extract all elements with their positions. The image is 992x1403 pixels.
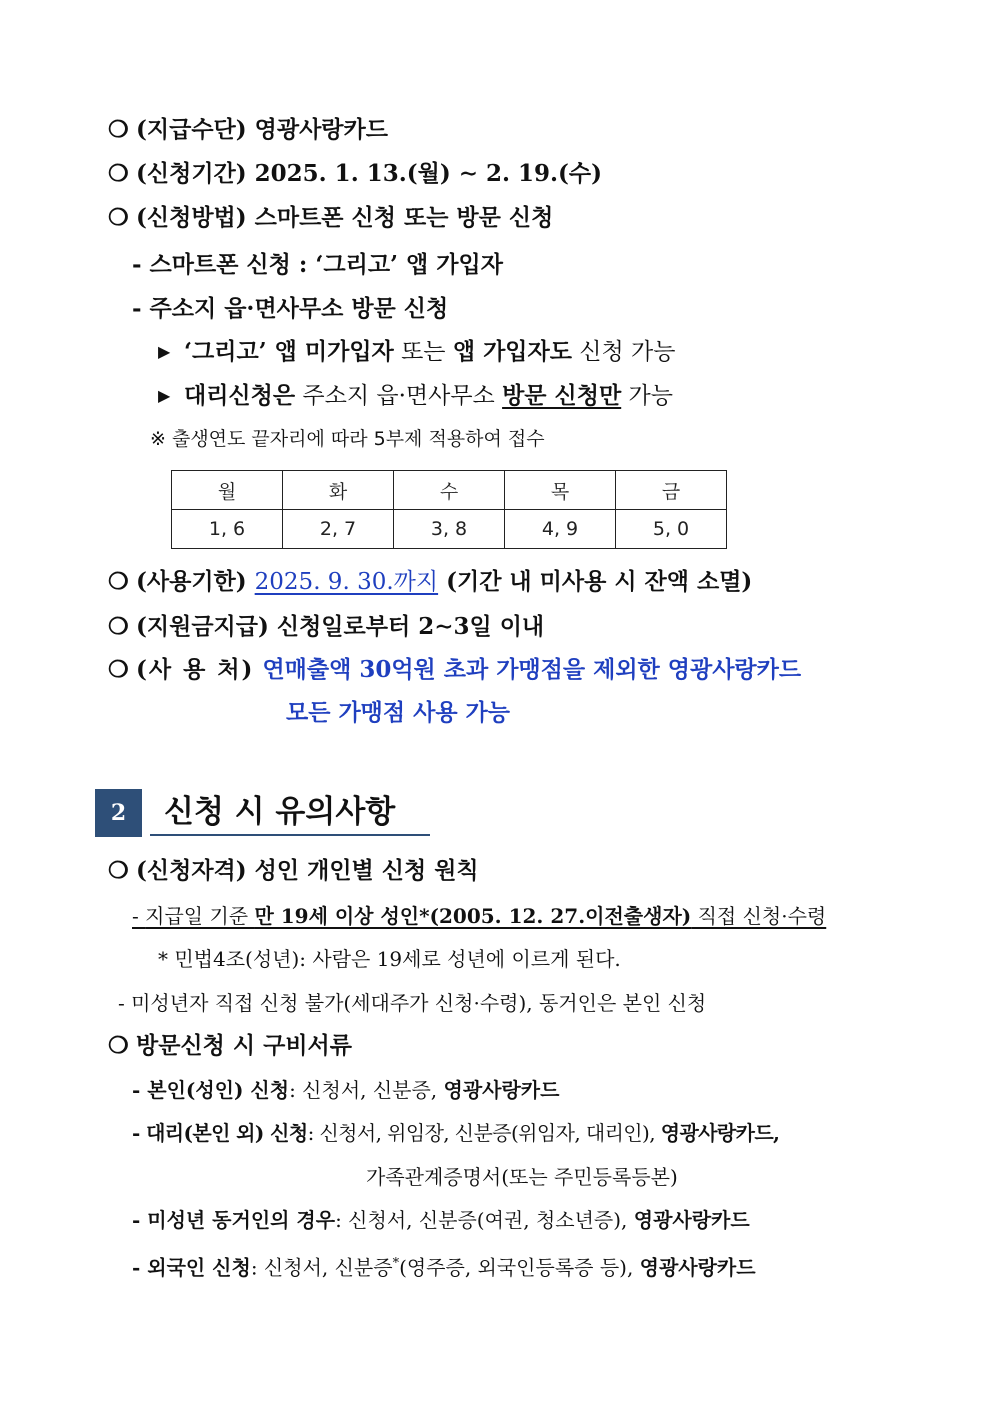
line-app-users-note: ▶ ‘그리고’ 앱 미가입자 또는 앱 가입자도 신청 가능: [158, 338, 676, 365]
line-proxy-application-continued: 가족관계증명서(또는 주민등록등본): [366, 1165, 678, 1189]
line-minor-cohabitant: - 미성년 동거인의 경우: 신청서, 신분증(여권, 청소년증), 영광사랑카드: [132, 1208, 750, 1232]
line-usage-deadline: ❍ (사용기한) 2025. 9. 30.까지 (기간 내 미사용 시 잔액 소멸): [108, 568, 753, 595]
underlined-requirement: - 지급일 기준 만 19세 이상 성인*(2005. 12. 27.이전출생자) 직접 신청·수령: [132, 904, 827, 928]
line-eligibility: ❍ (신청자격) 성인 개인별 신청 원칙: [108, 857, 479, 884]
section-title: 신청 시 유의사항: [150, 790, 430, 836]
circle-bullet-icon: ❍: [108, 613, 129, 640]
line-smartphone-application: - 스마트폰 신청 : ‘그리고’ 앱 가입자: [132, 251, 503, 278]
triangle-bullet-icon: ▶: [158, 342, 171, 361]
circle-bullet-icon: ❍: [108, 656, 129, 683]
circle-bullet-icon: ❍: [108, 204, 129, 231]
line-minor-note: - 미성년자 직접 신청 불가(세대주가 신청·수령), 동거인은 본인 신청: [118, 991, 707, 1015]
circle-bullet-icon: ❍: [108, 568, 129, 595]
line-payment-method: ❍ (지급수단) 영광사랑카드: [108, 116, 388, 143]
table-cell-number: 2, 7: [283, 510, 394, 549]
circle-bullet-icon: ❍: [108, 1032, 129, 1059]
line-required-documents: ❍ 방문신청 시 구비서류: [108, 1032, 352, 1059]
circle-bullet-icon: ❍: [108, 116, 129, 143]
table-row: [172, 471, 727, 510]
table-cell-day: 수: [394, 471, 505, 510]
line-usage-place-continued: 모든 가맹점 사용 가능: [286, 699, 510, 726]
triangle-bullet-icon: ▶: [158, 386, 171, 405]
table-cell-day: 월: [172, 471, 283, 510]
five-day-schedule-table: [171, 470, 727, 549]
table-cell-day: 목: [505, 471, 616, 510]
section-number-badge: 2: [95, 789, 142, 837]
line-foreigner-application: - 외국인 신청: 신청서, 신분증*(영주증, 외국인등록증 등), 영광사랑카드: [132, 1255, 756, 1280]
line-civil-law-note: * 민법4조(성년): 사람은 19세로 성년에 이르게 된다.: [158, 947, 621, 971]
line-visit-application: - 주소지 읍·면사무소 방문 신청: [132, 295, 449, 322]
table-cell-number: 5, 0: [616, 510, 727, 549]
line-proxy-note: ▶ 대리신청은 주소지 읍·면사무소 방문 신청만 가능: [158, 382, 673, 409]
circle-bullet-icon: ❍: [108, 160, 129, 187]
line-age-requirement: [132, 901, 826, 931]
table-cell-day: 화: [283, 471, 394, 510]
table-cell-day: 금: [616, 471, 727, 510]
line-application-method: ❍ (신청방법) 스마트폰 신청 또는 방문 신청: [108, 204, 554, 231]
line-birth-year-note: ※ 출생연도 끝자리에 따라 5부제 적용하여 접수: [150, 428, 545, 450]
table-row: [172, 510, 727, 549]
line-application-period: ❍ (신청기간) 2025. 1. 13.(월) ∼ 2. 19.(수): [108, 160, 603, 187]
circle-bullet-icon: ❍: [108, 857, 129, 884]
table-cell-number: 4, 9: [505, 510, 616, 549]
line-proxy-application: - 대리(본인 외) 신청: 신청서, 위임장, 신분증(위임자, 대리인), 영광사랑카드,: [132, 1121, 780, 1145]
line-payment-timing: ❍ (지원금지급) 신청일로부터 2∼3일 이내: [108, 613, 545, 640]
table-cell-number: 1, 6: [172, 510, 283, 549]
table-cell-number: 3, 8: [394, 510, 505, 549]
line-self-application: - 본인(성인) 신청: 신청서, 신분증, 영광사랑카드: [132, 1078, 560, 1102]
line-usage-place: ❍ (사 용 처) 연매출액 30억원 초과 가맹점을 제외한 영광사랑카드: [108, 656, 802, 683]
